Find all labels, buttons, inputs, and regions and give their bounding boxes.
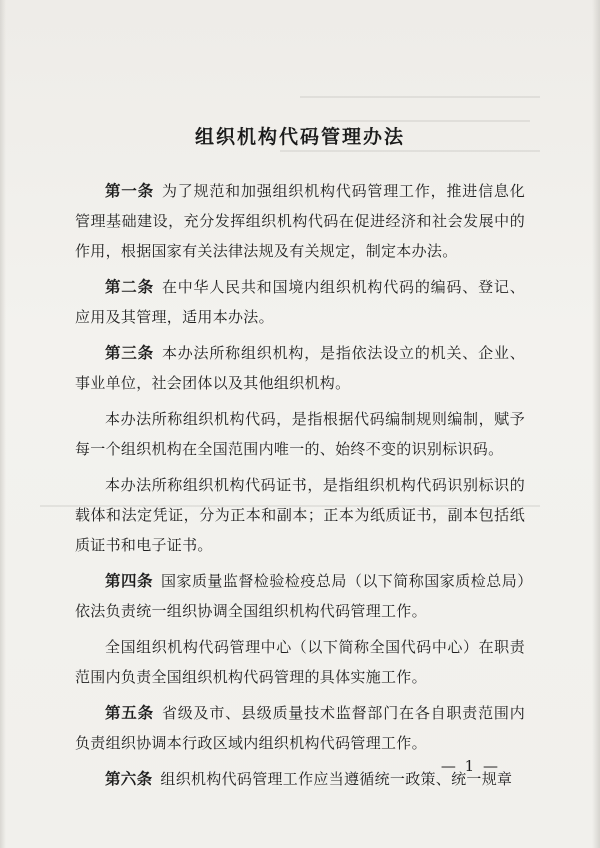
article-text: 组织机构代码管理工作应当遵循统一政策、统一规章 <box>160 770 513 788</box>
article-label: 第三条 <box>105 343 154 362</box>
article-label: 第二条 <box>105 277 154 296</box>
paragraph <box>75 470 525 560</box>
document-body <box>75 176 525 800</box>
article-text: 本办法所称组织机构，是指依法设立的机关、企业、事业单位，社会团体以及其他组织机构。 <box>75 344 526 392</box>
article-5 <box>75 698 525 758</box>
article-label: 第一条 <box>105 181 154 200</box>
paragraph-text: 全国组织机构代码管理中心（以下简称全国代码中心）在职责范围内负责全国组织机构代码管理的具体实施工作。 <box>75 638 525 686</box>
paragraph <box>75 632 525 692</box>
article-text: 为了规范和加强组织机构代码管理工作，推进信息化管理基础建设，充分发挥组织机构代码在促进经济和社会发展中的作用，根据国家有关法律法规及有关规定，制定本办法。 <box>75 182 526 260</box>
article-label: 第四条 <box>105 571 153 590</box>
paragraph-text: 本办法所称组织机构代码证书，是指组织机构代码识别标识的载体和法定凭证，分为正本和副本；正本为纸质证书，副本包括纸质证书和电子证书。 <box>75 476 525 554</box>
article-text: 国家质量监督检验检疫总局（以下简称国家质检总局）依法负责统一组织协调全国组织机构代码管理工作。 <box>75 572 525 620</box>
article-3 <box>75 338 525 398</box>
page-number: — 1 — <box>440 757 500 775</box>
article-label: 第五条 <box>105 703 154 722</box>
article-2 <box>75 272 525 332</box>
article-text: 省级及市、县级质量技术监督部门在各自职责范围内负责组织协调本行政区域内组织机构代码管理工作。 <box>75 704 526 752</box>
show-through-texture <box>300 96 540 98</box>
article-label: 第六条 <box>105 769 153 788</box>
article-1 <box>75 176 525 266</box>
article-text: 在中华人民共和国境内组织机构代码的编码、登记、应用及其管理，适用本办法。 <box>75 278 526 326</box>
document-title: 组织机构代码管理办法 <box>194 126 405 148</box>
paragraph <box>75 404 525 464</box>
paragraph-text: 本办法所称组织机构代码，是指根据代码编制规则编制，赋予每一个组织机构在全国范围内唯一的、始终不变的识别标识码。 <box>75 410 525 458</box>
article-4 <box>75 566 525 626</box>
show-through-texture <box>280 150 540 152</box>
